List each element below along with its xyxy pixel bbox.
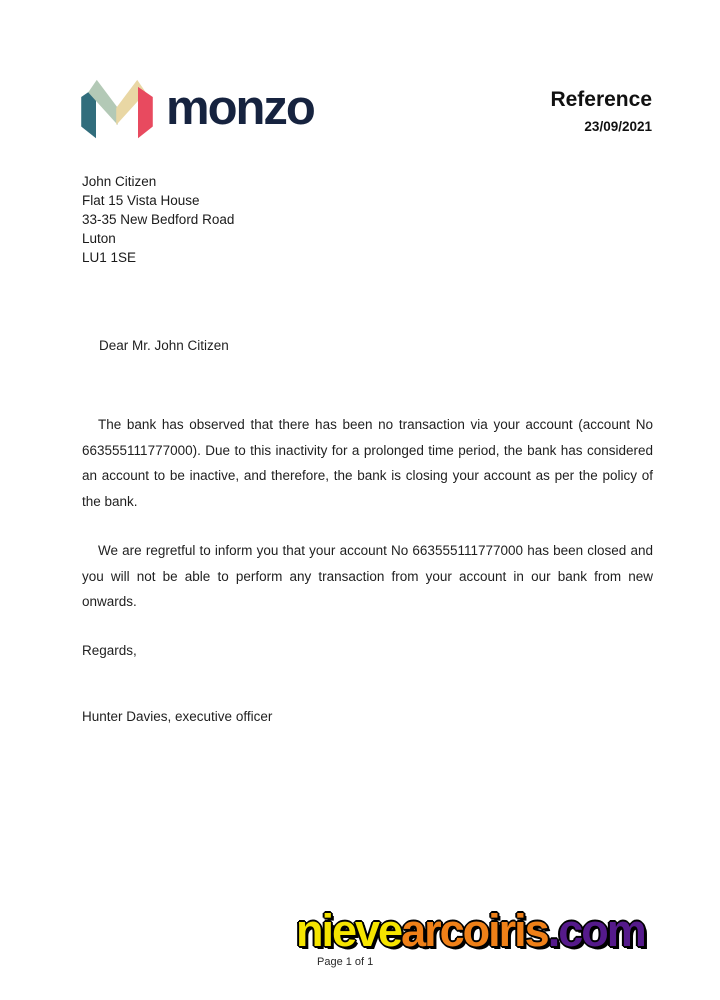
address-city: Luton — [82, 231, 116, 246]
recipient-address — [82, 172, 234, 267]
brand-header — [78, 76, 314, 146]
reference-block — [550, 88, 652, 134]
monzo-m-icon — [78, 76, 156, 146]
watermark-part-2: arcoiris — [401, 905, 548, 956]
reference-date: 23/09/2021 — [584, 119, 652, 134]
watermark-part-3: .com — [547, 905, 645, 956]
salutation: Dear Mr. John Citizen — [99, 338, 229, 353]
body-paragraph-1: The bank has observed that there has been no transaction via your account (account No 663555111777000). Due to this inactivity for a prolonged time period, the bank has considered an account to be inactive, and therefore, the bank is closing your account as per the policy of the bank. — [82, 417, 653, 509]
reference-label: Reference — [550, 88, 652, 111]
body-paragraph-2: We are regretful to inform you that your account No 663555111777000 has been closed and you will not be able to perform any transaction from your account in our bank from new onwards. — [82, 543, 653, 609]
page-number: Page 1 of 1 — [317, 956, 374, 968]
site-watermark — [296, 905, 645, 956]
closing: Regards, — [82, 643, 137, 658]
address-line-1: Flat 15 Vista House — [82, 193, 200, 208]
brand-wordmark: monzo — [166, 80, 314, 135]
address-postcode: LU1 1SE — [82, 250, 137, 265]
address-line-2: 33-35 New Bedford Road — [82, 212, 235, 227]
recipient-name: John Citizen — [82, 174, 157, 189]
signature: Hunter Davies, executive officer — [82, 709, 273, 724]
watermark-part-1: nieve — [296, 905, 402, 956]
